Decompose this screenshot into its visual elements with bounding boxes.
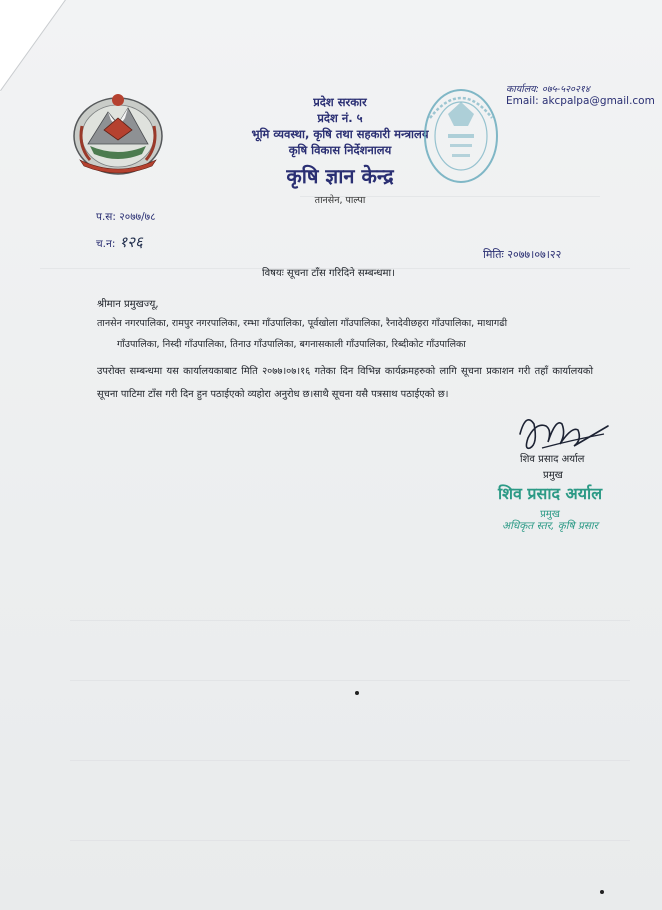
dispatch-number <box>96 232 143 252</box>
dispatch-number-label: च.न: <box>96 238 116 250</box>
dispatch-number-value: १२६ <box>119 233 143 251</box>
signatory-title: प्रमुख <box>543 470 563 481</box>
scan-speck <box>600 890 604 894</box>
signatory-name: शिव प्रसाद अर्याल <box>520 454 585 465</box>
letter-subject: विषयः सूचना टाँस गरिदिने सम्बन्धमा। <box>262 268 395 279</box>
recipient-list-line-1: तानसेन नगरपालिका, रामपुर नगरपालिका, रम्भा गाँउपालिका, पूर्वखोला गाँउपालिका, रैनादेवीछहरा गाँउपालिका, माथागढी <box>97 318 508 329</box>
bleed-through-line <box>70 680 630 681</box>
name-stamp-rank: अधिकृत स्तर, कृषि प्रसार <box>502 520 598 532</box>
office-email: Email: akcpalpa@gmail.com <box>506 95 655 107</box>
header-town: तानसेन, पाल्पा <box>314 195 366 206</box>
name-stamp-title: प्रमुख <box>540 509 560 520</box>
header-line-ministry: भूमि व्यवस्था, कृषि तथा सहकारी मन्त्रालय <box>251 127 429 141</box>
header-line-province-government: प्रदेश सरकार <box>313 95 367 109</box>
letter-date: मितिः २०७७।०७।२२ <box>483 248 562 261</box>
office-phone: कार्यालय: ०७५-५२०२१४ <box>506 84 590 95</box>
recipient-salutation: श्रीमान प्रमुखज्यू, <box>97 299 159 310</box>
header-line-province-number: प्रदेश नं. ५ <box>317 111 363 125</box>
header-line-directorate: कृषि विकास निर्देशनालय <box>288 143 392 157</box>
bleed-through-line <box>70 840 630 841</box>
office-seal-stamp-icon <box>418 74 504 192</box>
letter-body: उपरोक्त सम्बन्धमा यस कार्यालयकाबाट मिति २०७७।०७।१६ गतेका दिन विभिन्न कार्यक्रमहरुको लागि सूचना प्रकाशन गरी तहाँ कार्यालयको सूचना पाटिमा टाँस गरी दिन हुन पठाईएको व्यहोरा अनुरोध छ।साथै सूचना यसै पत्रसाथ पठाईएको छ। <box>97 366 593 400</box>
header-office-name: कृषि ज्ञान केन्द्र <box>286 164 394 188</box>
name-stamp-name: शिव प्रसाद अर्याल <box>497 484 603 503</box>
recipient-list-line-2: गाँउपालिका, निस्दी गाँउपालिका, तिनाउ गाँउपालिका, बगनासकाली गाँउपालिका, रिब्दीकोट गाँउपालिका <box>117 339 466 350</box>
bleed-through-line <box>70 620 630 621</box>
bleed-through-line <box>70 760 630 761</box>
nepal-emblem-icon <box>68 86 168 178</box>
letter-reference-number: प.स: २०७७/७८ <box>96 211 156 223</box>
scan-speck <box>355 691 359 695</box>
handwritten-signature <box>512 404 612 456</box>
